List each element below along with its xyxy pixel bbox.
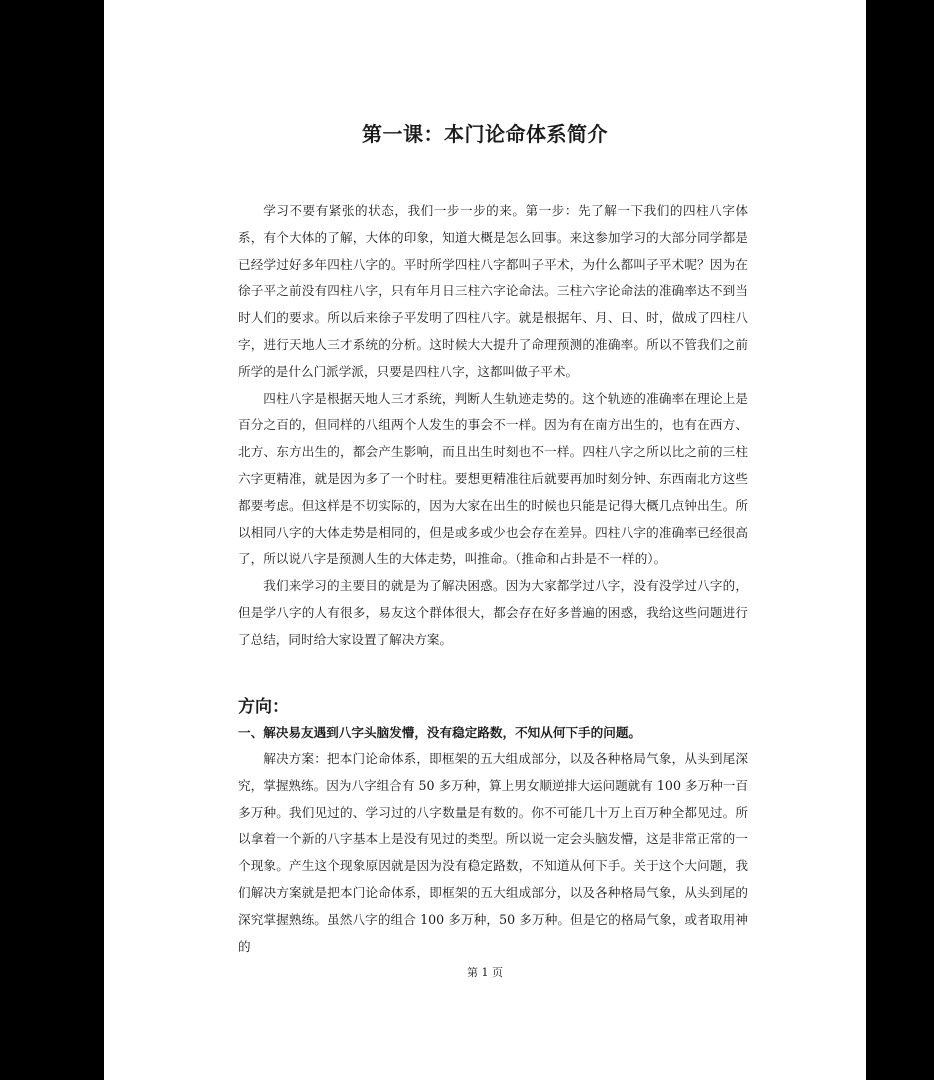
solution-text xyxy=(238,746,748,960)
page-title: 第一课：本门论命体系简介 xyxy=(362,122,608,146)
intro-text xyxy=(238,198,748,654)
paragraph: 解决方案：把本门论命体系，即框架的五大组成部分，以及各种格局气象，从头到尾深究，掌握熟练。因为八字组合有 50 多万种，算上男女顺逆排大运问题就有 100 多万种一百多万种。我们见过的、学习过的八字数量是有数的。你不可能几十万上百万种全都见过。所以拿着一个新的八字基本上是没有见过的类型。所以说一定会头脑发懵，这是非常正常的一个现象。产生这个现象原因就是因为没有稳定路数，不知道从何下手。关于这个大问题，我们解决方案就是把本门论命体系，即框架的五大组成部分，以及各种格局气象，从头到尾的深究掌握熟练。虽然八字的组合 100 多万种，50 多万种。但是它的格局气象，或者取用神的 xyxy=(238,751,748,954)
paragraph: 我们来学习的主要目的就是为了解决困惑。因为大家都学过八字，没有没学过八字的，但是学八字的人有很多，易友这个群体很大，都会存在好多普遍的困惑，我给这些问题进行了总结，同时给大家设置了解决方案。 xyxy=(238,578,748,647)
subsection-heading: 一、解决易友遇到八字头脑发懵，没有稳定路数，不知从何下手的问题。 xyxy=(238,725,641,740)
paragraph: 四柱八字是根据天地人三才系统，判断人生轨迹走势的。这个轨迹的准确率在理论上是百分之百的，但同样的八组两个人发生的事会不一样。因为有在南方出生的，也有在西方、北方、东方出生的，都会产生影响，而且出生时刻也不一样。四柱八字之所以比之前的三柱六字更精准，就是因为多了一个时柱。要想更精准往后就要再加时刻分钟、东西南北方这些都要考虑。但这样是不切实际的，因为大家在出生的时候也只能是记得大概几点钟出生。所以相同八字的大体走势是相同的，但是或多或少也会存在差异。四柱八字的准确率已经很高了，所以说八字是预测人生的大体走势，叫推命。（推命和占卦是不一样的）。 xyxy=(238,390,748,567)
page-number: 第 1 页 xyxy=(467,966,503,979)
paragraph: 学习不要有紧张的状态，我们一步一步的来。第一步：先了解一下我们的四柱八字体系，有个大体的了解，大体的印象，知道大概是怎么回事。来这参加学习的大部分同学都是已经学过好多年四柱八字的。平时所学四柱八字都叫子平术，为什么都叫子平术呢？因为在徐子平之前没有四柱八字，只有年月日三柱六字论命法。三柱六字论命法的准确率达不到当时人们的要求。所以后来徐子平发明了四柱八字。就是根据年、月、日、时，做成了四柱八字，进行天地人三才系统的分析。这时候大大提升了命理预测的准确率。所以不管我们之前所学的是什么门派学派，只要是四柱八字，这都叫做子平术。 xyxy=(238,203,748,379)
document-page xyxy=(104,0,866,1080)
section-heading: 方向： xyxy=(238,697,289,717)
